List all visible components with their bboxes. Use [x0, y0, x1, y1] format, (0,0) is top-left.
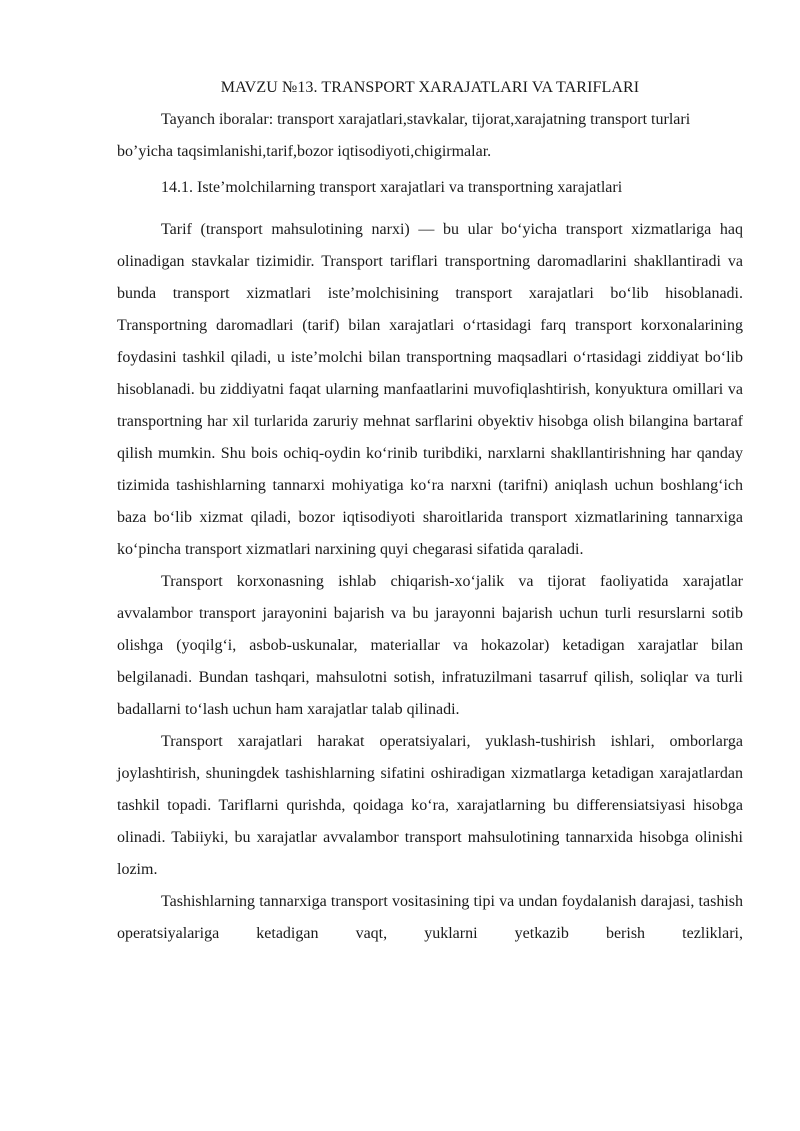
- document-page: [117, 72, 743, 950]
- body-paragraph-3: Transport xarajatlari harakat operatsiyalari, yuklash-tushirish ishlari, omborlarga joylashtirish, shuningdek tashishlarning sifatini oshiradigan xizmatlarga ketadigan xarajatlardan tashkil topadi. Tariflarni qurishda, qoidaga ko‘ra, xarajatlarning bu differensiatsiyasi hisobga olinadi. Tabiiyki, bu xarajatlar avvalambor transport mahsulotining tannarxida hisobga olinishi lozim.: [117, 733, 743, 878]
- body-paragraph-4: Tashishlarning tannarxiga transport vositasining tipi va undan foydalanish darajasi, tashish operatsiyalariga ketadigan vaqt, yuklarni yetkazib berish tezliklari,: [117, 893, 743, 942]
- keywords-paragraph: Tayanch iboralar: transport xarajatlari,stavkalar, tijorat,xarajatning transport turlari bo’yicha taqsimlanishi,tarif,bozor iqtisodiyoti,chigirmalar.: [117, 111, 691, 160]
- section-heading: 14.1. Iste’molchilarning transport xarajatlari va transportning xarajatlari: [161, 179, 623, 196]
- document-title: MAVZU №13. TRANSPORT XARAJATLARI VA TARIFLARI: [220, 79, 640, 96]
- body-paragraph-2: Transport korxonasning ishlab chiqarish-xo‘jalik va tijorat faoliyatida xarajatlar avvalambor transport jarayonini bajarish va bu jarayonni bajarish uchun turli resurslarni sotib olishga (yoqilg‘i, asbob-uskunalar, materiallar va hokazolar) ketadigan xarajatlar bilan belgilanadi. Bundan tashqari, mahsulotni sotish, infratuzilmani tasarruf qilish, soliqlar va turli badallarni to‘lash uchun ham xarajatlar talab qilinadi.: [117, 573, 743, 718]
- body-paragraph-1: Tarif (transport mahsulotining narxi) — bu ular bo‘yicha transport xizmatlariga haq olinadigan stavkalar tizimidir. Transport tariflari transportning daromadlarini shakllantiradi va bunda transport xizmatlari iste’molchisining transport xarajatlari bo‘lib hisoblanadi. Transportning daromadlari (tarif) bilan xarajatlari o‘rtasidagi farq transport korxonalarining foydasini tashkil qiladi, u iste’molchi bilan transportning maqsadlari o‘rtasidagi ziddiyat bo‘lib hisoblanadi. bu ziddiyatni faqat ularning manfaatlarini muvofiqlashtirish, konyuktura omillari va transportning har xil turlarida zaruriy mehnat sarflarini obyektiv hisobga olish bilangina bartaraf qilish mumkin. Shu bois ochiq-oydin ko‘rinib turibdiki, narxlarni shakllantirishning har qanday tizimida tashishlarning tannarxi mohiyatiga ko‘ra narxni (tarifni) aniqlash uchun boshlang‘ich baza bo‘lib xizmat qiladi, bozor iqtisodiyoti sharoitlarida transport xizmatlarining tannarxiga ko‘pincha transport xizmatlari narxining quyi chegarasi sifatida qaraladi.: [117, 221, 743, 558]
